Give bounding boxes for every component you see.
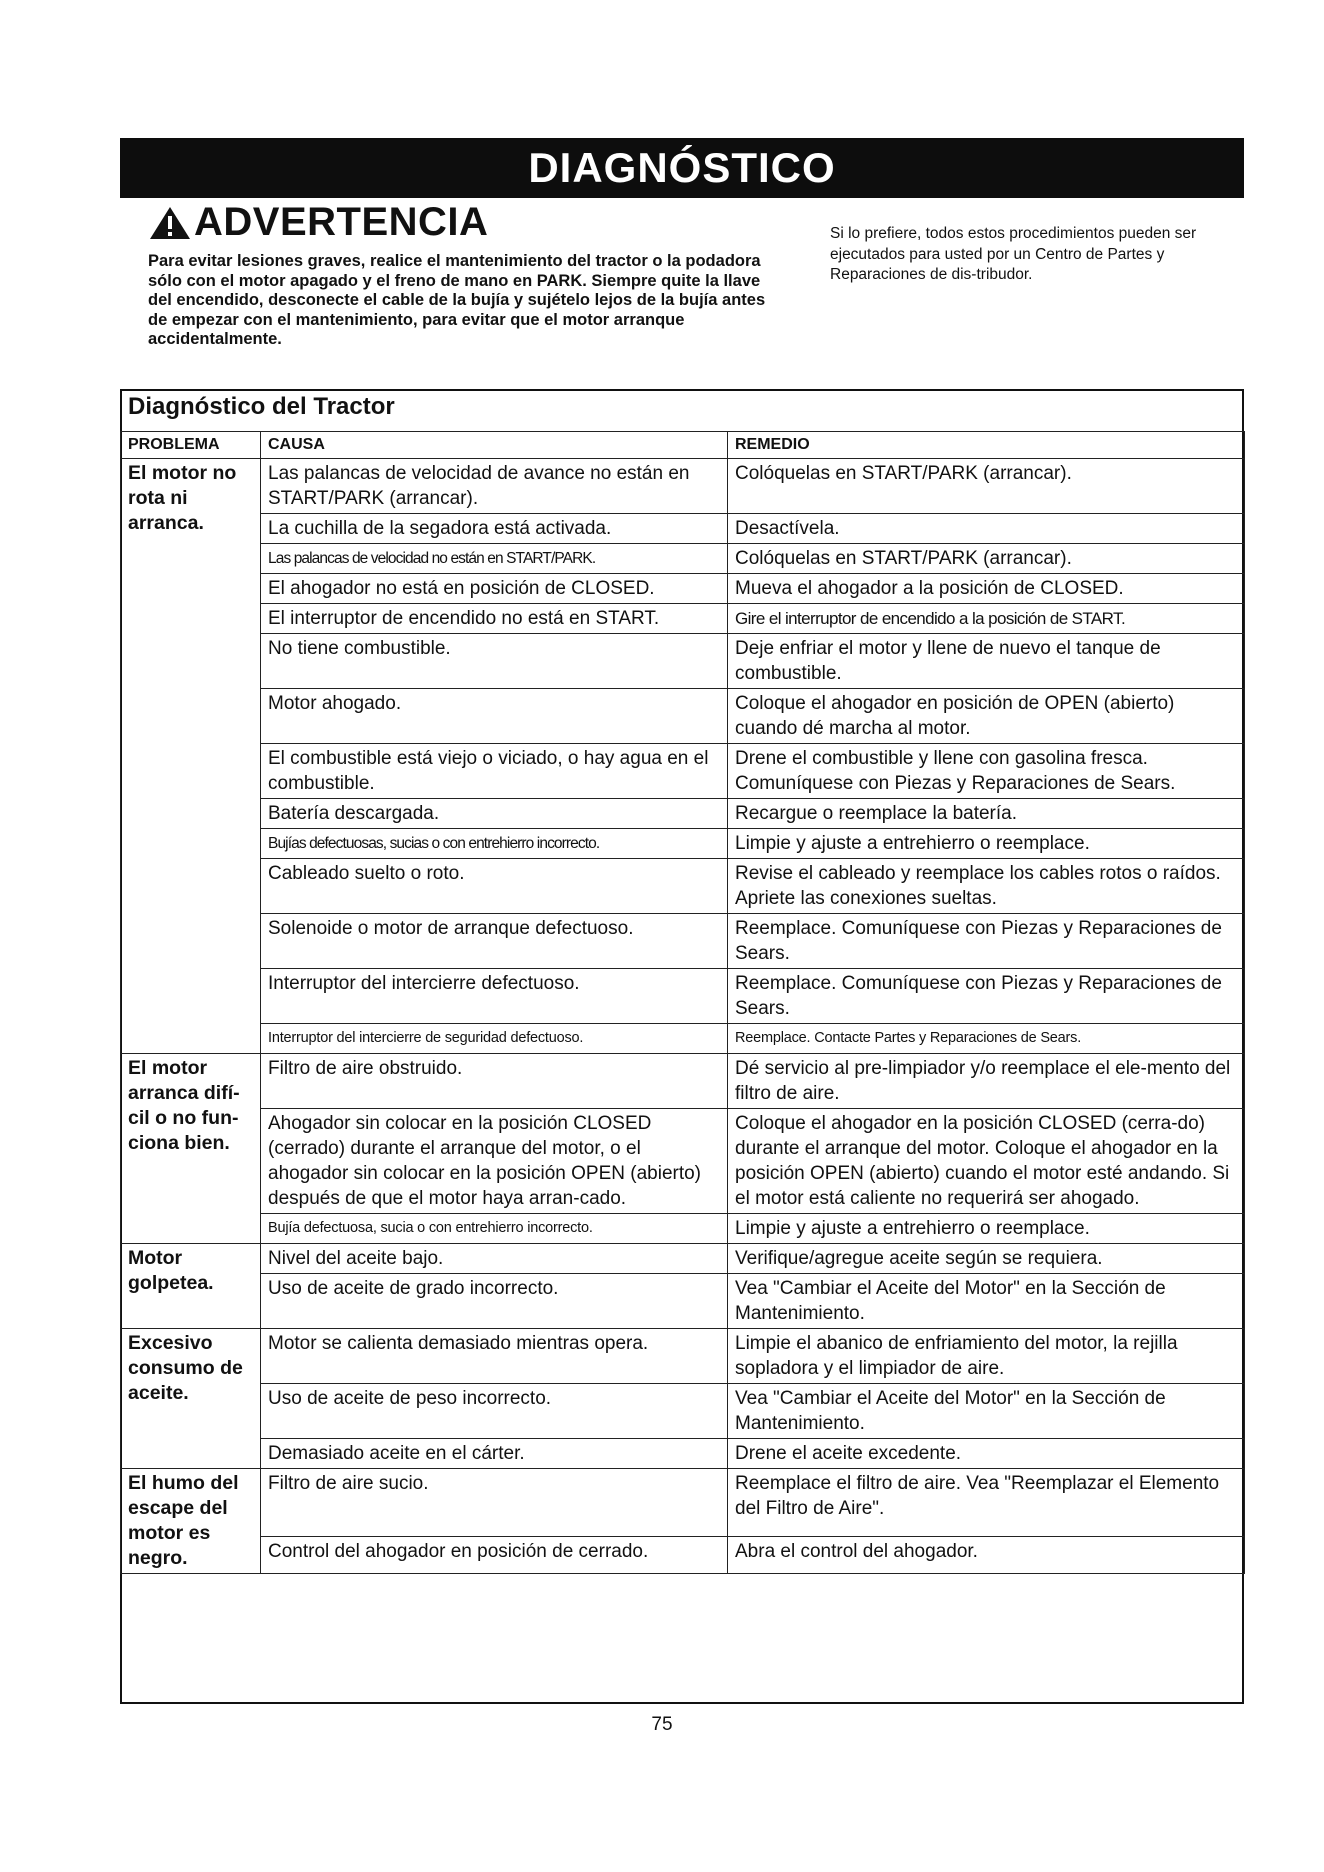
diagnosis-table <box>120 431 1245 1574</box>
remedy-cell: Vea "Cambiar el Aceite del Motor" en la Sección de Mantenimiento. <box>728 1274 1245 1329</box>
cause-cell: La cuchilla de la segadora está activada. <box>261 514 728 544</box>
table-row <box>121 1244 1245 1274</box>
cause-cell: Interruptor del intercierre de seguridad defectuoso. <box>261 1024 728 1054</box>
header-remedy: REMEDIO <box>728 432 1245 459</box>
problem-cell: El motor arranca difí-cil o no fun-ciona bien. <box>121 1054 261 1244</box>
cause-cell: El ahogador no está en posición de CLOSED. <box>261 574 728 604</box>
remedy-cell: Reemplace. Comuníquese con Piezas y Reparaciones de Sears. <box>728 969 1245 1024</box>
remedy-cell: Verifique/agregue aceite según se requiera. <box>728 1244 1245 1274</box>
remedy-cell: Recargue o reemplace la batería. <box>728 799 1245 829</box>
cause-cell: Bujías defectuosas, sucias o con entrehierro incorrecto. <box>261 829 728 859</box>
cause-cell: Filtro de aire sucio. <box>261 1469 728 1537</box>
remedy-cell: Drene el aceite excedente. <box>728 1439 1245 1469</box>
table-row <box>121 544 1245 574</box>
table-row <box>121 689 1245 744</box>
table-header-row <box>121 432 1245 459</box>
remedy-cell: Colóquelas en START/PARK (arrancar). <box>728 544 1245 574</box>
cause-cell: El combustible está viejo o viciado, o hay agua en el combustible. <box>261 744 728 799</box>
table-row <box>121 799 1245 829</box>
banner-title: DIAGNÓSTICO <box>120 138 1244 198</box>
table-row <box>121 1274 1245 1329</box>
table-row <box>121 914 1245 969</box>
side-note: Si lo prefiere, todos estos procedimientos pueden ser ejecutados para usted por un Centro de Partes y Reparaciones de dis-tribudor. <box>830 225 1197 283</box>
cause-cell: Las palancas de velocidad no están en START/PARK. <box>261 544 728 574</box>
problem-cell: Motor golpetea. <box>121 1244 261 1329</box>
cause-cell: Filtro de aire obstruido. <box>261 1054 728 1109</box>
table-row <box>121 459 1245 514</box>
table-row <box>121 604 1245 634</box>
table-row <box>121 514 1245 544</box>
cause-cell: No tiene combustible. <box>261 634 728 689</box>
page-number: 75 <box>651 1714 673 1735</box>
table-row <box>121 744 1245 799</box>
cause-cell: Nivel del aceite bajo. <box>261 1244 728 1274</box>
remedy-cell: Dé servicio al pre-limpiador y/o reemplace el ele-mento del filtro de aire. <box>728 1054 1245 1109</box>
cause-cell: Ahogador sin colocar en la posición CLOSED (cerrado) durante el arranque del motor, o el ahogador sin colocar en la posición OPEN (abierto) después de que el motor haya arran-cado. <box>261 1109 728 1214</box>
problem-cell: Excesivo consumo de aceite. <box>121 1329 261 1469</box>
remedy-cell: Drene el combustible y llene con gasolina fresca. Comuníquese con Piezas y Reparaciones de Sears. <box>728 744 1245 799</box>
remedy-cell: Limpie y ajuste a entrehierro o reemplace. <box>728 1214 1245 1244</box>
warning-heading <box>148 200 488 245</box>
cause-cell: Cableado suelto o roto. <box>261 859 728 914</box>
remedy-cell: Mueva el ahogador a la posición de CLOSED. <box>728 574 1245 604</box>
remedy-cell: Desactívela. <box>728 514 1245 544</box>
remedy-cell: Abra el control del ahogador. <box>728 1536 1245 1573</box>
remedy-cell: Vea "Cambiar el Aceite del Motor" en la Sección de Mantenimiento. <box>728 1384 1245 1439</box>
cause-cell: Uso de aceite de peso incorrecto. <box>261 1384 728 1439</box>
cause-cell: Motor se calienta demasiado mientras opera. <box>261 1329 728 1384</box>
remedy-cell: Limpie y ajuste a entrehierro o reemplace. <box>728 829 1245 859</box>
cause-cell: Bujía defectuosa, sucia o con entrehierro incorrecto. <box>261 1214 728 1244</box>
cause-cell: Uso de aceite de grado incorrecto. <box>261 1274 728 1329</box>
table-row <box>121 1109 1245 1214</box>
header-cause: CAUSA <box>261 432 728 459</box>
table-row <box>121 1214 1245 1244</box>
warning-title: ADVERTENCIA <box>194 200 489 244</box>
table-row <box>121 634 1245 689</box>
table-row <box>121 1439 1245 1469</box>
table-row <box>121 829 1245 859</box>
table-row <box>121 1384 1245 1439</box>
warning-text: Para evitar lesiones graves, realice el mantenimiento del tractor o la podadora sólo con el motor apagado y el freno de mano en PARK. Siempre quite la llave del encendido, desconecte el cable de la bujía y sujételo lejos de la bujía antes de empezar con el mantenimiento, para evitar que el motor arranque accidentalmente. <box>148 252 766 348</box>
table-row <box>121 1024 1245 1054</box>
header-problem: PROBLEMA <box>121 432 261 459</box>
cause-cell: Las palancas de velocidad de avance no están en START/PARK (arrancar). <box>261 459 728 514</box>
table-row <box>121 574 1245 604</box>
cause-cell: Demasiado aceite en el cárter. <box>261 1439 728 1469</box>
remedy-cell: Colóquelas en START/PARK (arrancar). <box>728 459 1245 514</box>
cause-cell: Interruptor del intercierre defectuoso. <box>261 969 728 1024</box>
remedy-cell: Coloque el ahogador en la posición CLOSED (cerra-do) durante el arranque del motor. Coloque el ahogador en la posición OPEN (abierto) cuando el motor esté andando. Si el motor está caliente no requerirá ser ahogado. <box>728 1109 1245 1214</box>
cause-cell: El interruptor de encendido no está en START. <box>261 604 728 634</box>
problem-cell: El humo del escape del motor es negro. <box>121 1469 261 1574</box>
table-row <box>121 1469 1245 1537</box>
problem-cell: El motor no rota ni arranca. <box>121 459 261 1054</box>
remedy-cell: Deje enfriar el motor y llene de nuevo el tanque de combustible. <box>728 634 1245 689</box>
table-title: Diagnóstico del Tractor <box>128 393 395 420</box>
remedy-cell: Reemplace. Comuníquese con Piezas y Reparaciones de Sears. <box>728 914 1245 969</box>
remedy-cell: Gire el interruptor de encendido a la posición de START. <box>728 604 1245 634</box>
cause-cell: Control del ahogador en posición de cerrado. <box>261 1536 728 1573</box>
remedy-cell: Coloque el ahogador en posición de OPEN (abierto) cuando dé marcha al motor. <box>728 689 1245 744</box>
table-row <box>121 859 1245 914</box>
cause-cell: Motor ahogado. <box>261 689 728 744</box>
table-row <box>121 1054 1245 1109</box>
cause-cell: Solenoide o motor de arranque defectuoso. <box>261 914 728 969</box>
table-row <box>121 969 1245 1024</box>
cause-cell: Batería descargada. <box>261 799 728 829</box>
remedy-cell: Reemplace el filtro de aire. Vea "Reemplazar el Elemento del Filtro de Aire". <box>728 1469 1245 1537</box>
remedy-cell: Reemplace. Contacte Partes y Reparaciones de Sears. <box>728 1024 1245 1054</box>
remedy-cell: Revise el cableado y reemplace los cables rotos o raídos. Apriete las conexiones sueltas. <box>728 859 1245 914</box>
table-row <box>121 1536 1245 1573</box>
remedy-cell: Limpie el abanico de enfriamiento del motor, la rejilla sopladora y el limpiador de aire. <box>728 1329 1245 1384</box>
warning-triangle-icon <box>148 205 192 241</box>
table-row <box>121 1329 1245 1384</box>
